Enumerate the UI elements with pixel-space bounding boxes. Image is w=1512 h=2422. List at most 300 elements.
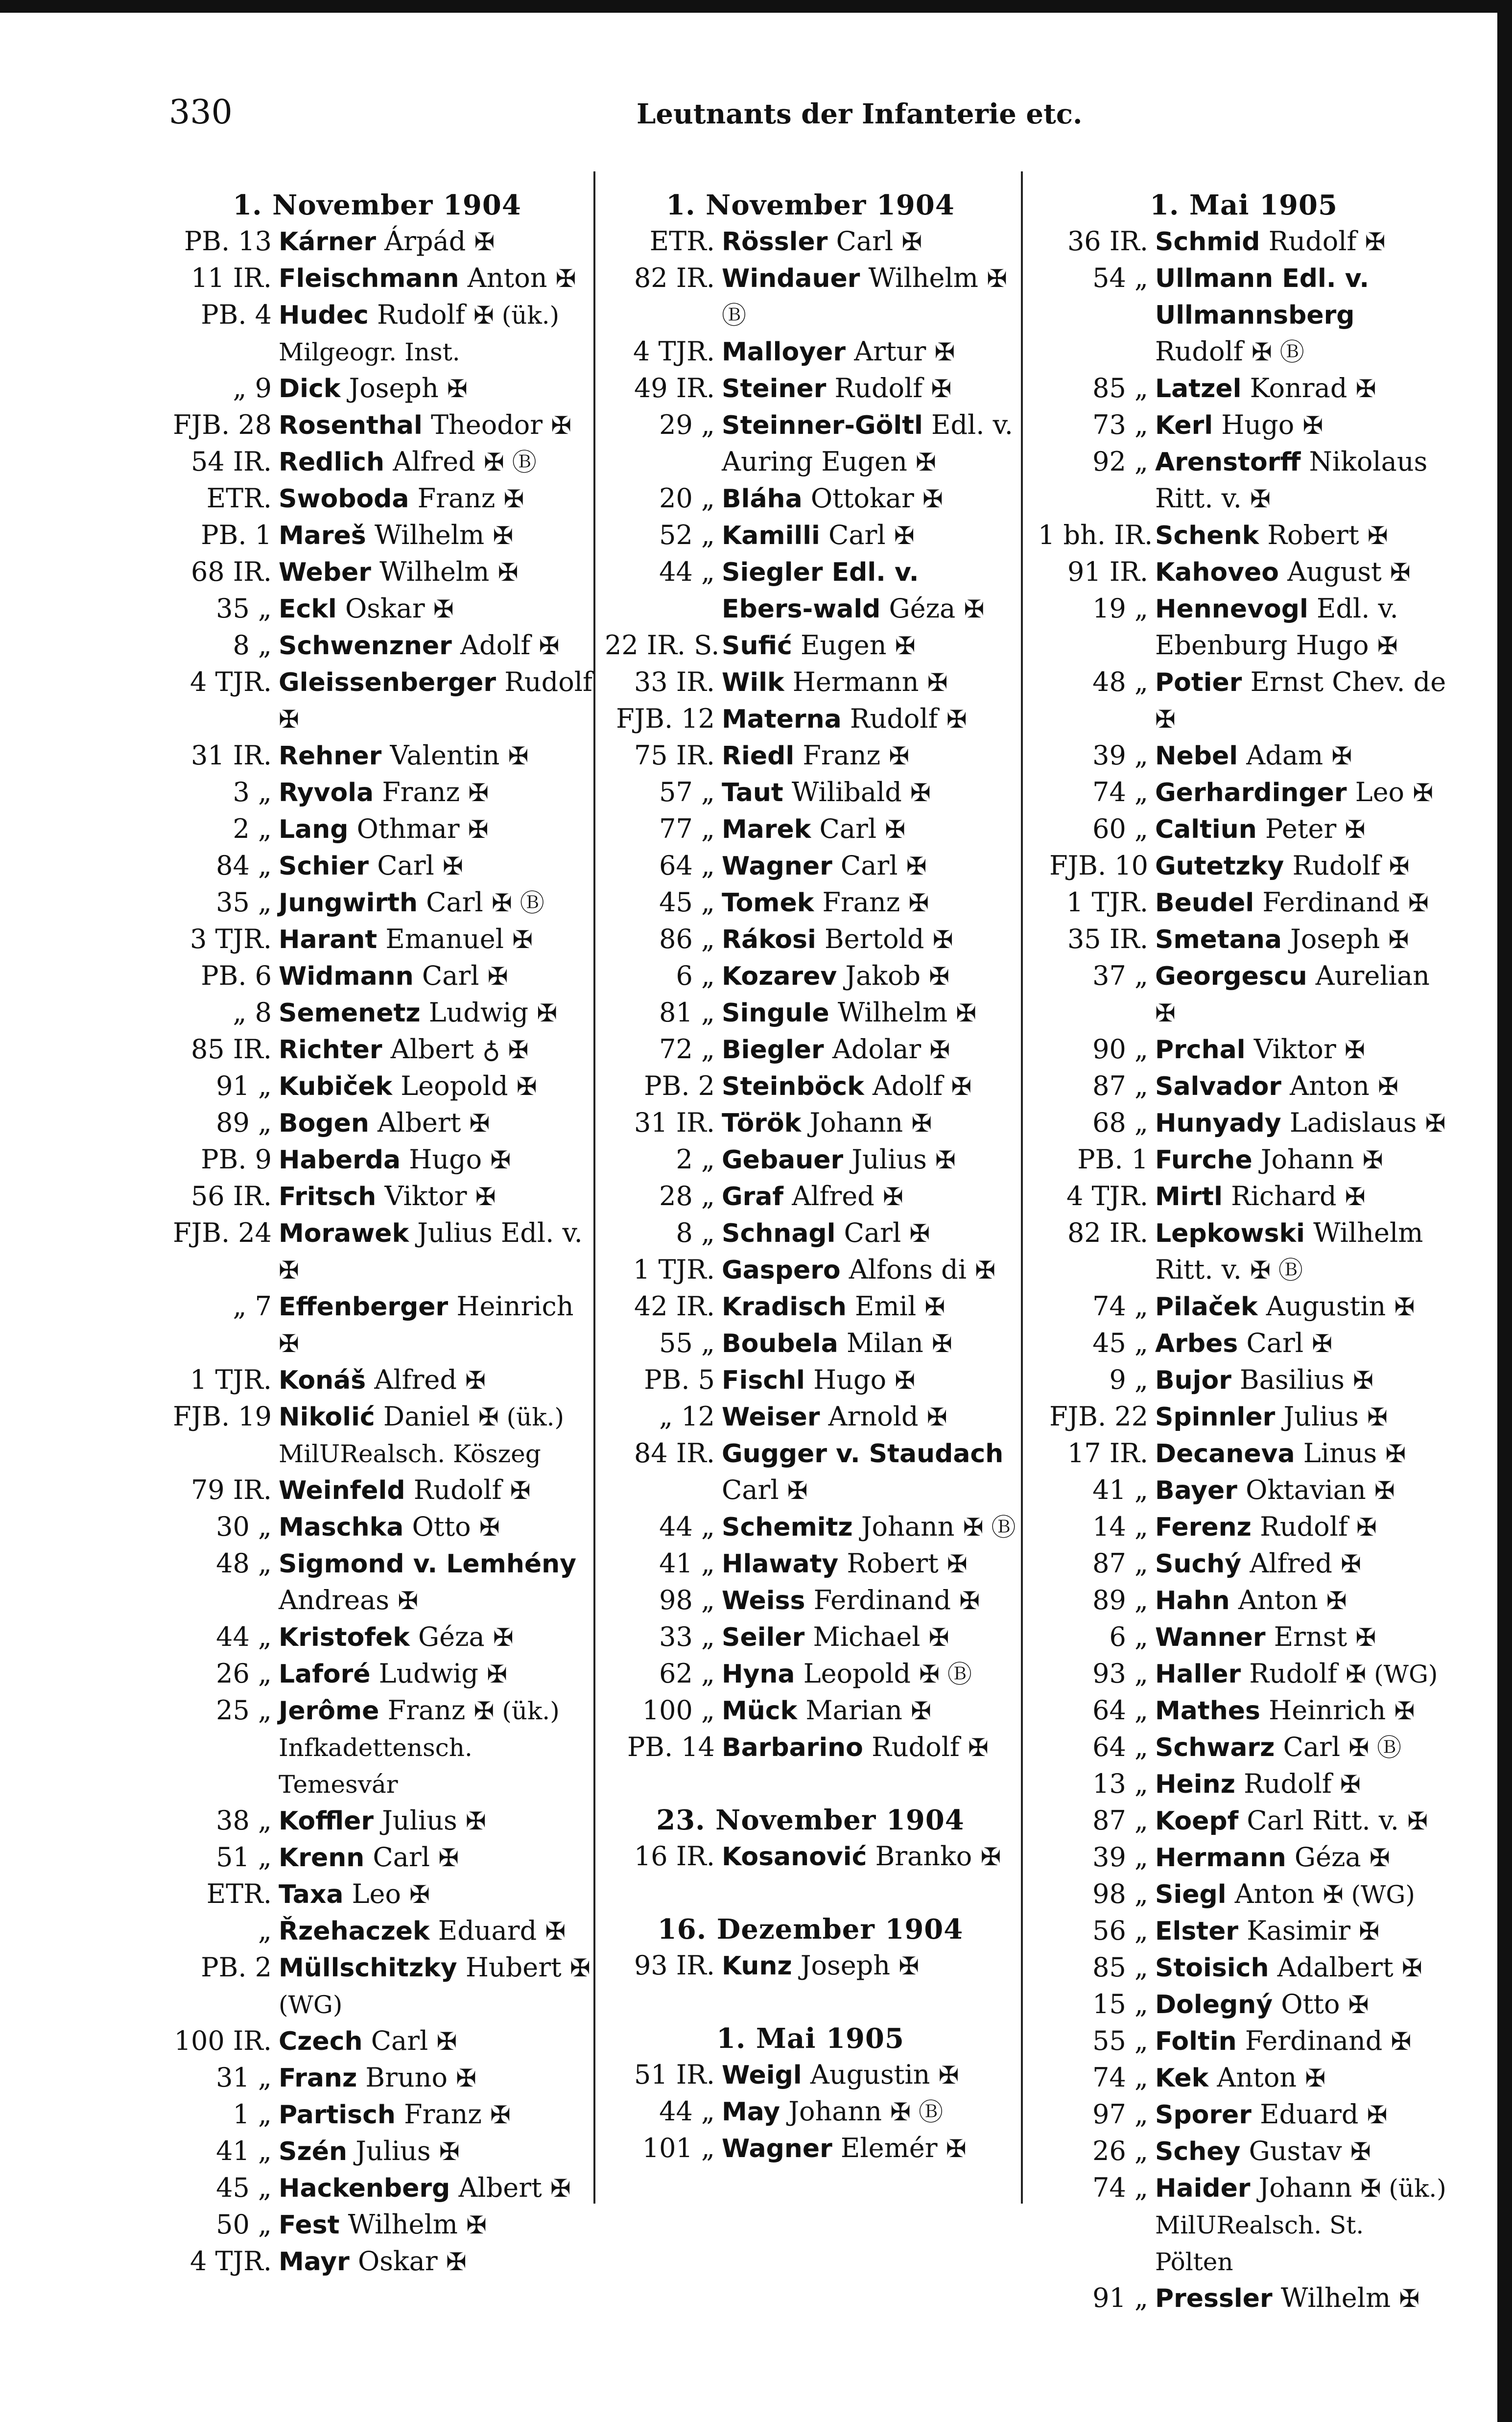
decoration-marks: ✠ — [1413, 779, 1434, 807]
given-name: Richard — [1231, 1181, 1337, 1211]
list-entry — [605, 333, 1016, 370]
surname: Ullmann Edl. v. Ullmannsberg — [1155, 264, 1370, 330]
unit-label: 55 „ — [659, 1328, 715, 1358]
entry-text — [279, 1949, 592, 2023]
decoration-marks: ✠ — [926, 1403, 947, 1431]
unit-label: 36 IR. — [1067, 226, 1148, 257]
list-entry — [1038, 1215, 1449, 1288]
given-name: Viktor — [384, 1181, 467, 1211]
unit-label: 101 „ — [642, 2133, 715, 2163]
entry-text — [722, 1178, 1016, 1215]
unit-label: 41 „ — [659, 1548, 715, 1579]
decoration-marks: ✠ — [946, 705, 967, 734]
entry-text — [722, 1141, 1016, 1178]
given-name: Robert — [1267, 520, 1359, 550]
decoration-marks: ✠ — [439, 2137, 460, 2166]
surname: Redlich — [279, 448, 385, 477]
entry-text — [1155, 884, 1449, 921]
decoration-marks: ✠ — [1401, 1954, 1422, 1982]
list-entry — [605, 1509, 1016, 1545]
decoration-marks: ✠ — [968, 1733, 989, 1762]
entry-text — [1155, 1949, 1449, 1986]
unit-label: 92 „ — [1092, 446, 1148, 477]
decoration-marks: ✠ — [1391, 2027, 1412, 2056]
surname: Potier — [1155, 668, 1242, 697]
given-name: Bertold — [825, 924, 924, 954]
surname: Haller — [1155, 1660, 1241, 1689]
decoration-marks: ✠ — [409, 1880, 430, 1909]
decoration-marks: ✠ — [475, 1183, 496, 1211]
entry-text — [722, 774, 1016, 811]
given-name: Wilhelm — [374, 520, 485, 550]
section-heading: 1. Mai 1905 — [1150, 189, 1338, 221]
surname: Widmann — [279, 962, 414, 991]
list-entry — [605, 2130, 1016, 2167]
surname: Ryvola — [279, 778, 374, 807]
list-entry — [1038, 774, 1449, 811]
surname: Bláha — [722, 484, 803, 514]
decoration-marks: ✠ — [1425, 1109, 1446, 1138]
unit-label: 86 „ — [659, 924, 715, 954]
decoration-marks: ✠ — [916, 448, 936, 476]
given-name: Peter — [1265, 813, 1337, 844]
decoration-marks: ✠ — [980, 1843, 1001, 1871]
entry-text — [279, 1509, 592, 1545]
given-name: Johann — [1260, 1144, 1354, 1175]
decoration-marks: ✠ — [946, 1550, 968, 1578]
list-entry — [1038, 737, 1449, 774]
list-entry — [162, 1545, 592, 1619]
list-entry — [1038, 260, 1449, 370]
entry-text — [1155, 1986, 1449, 2023]
list-entry — [162, 995, 592, 1031]
decoration-marks: ✠ — [1355, 375, 1376, 403]
given-name: Viktor — [1253, 1034, 1336, 1065]
list-entry — [1038, 1435, 1449, 1472]
given-name: Carl — [373, 1842, 430, 1873]
surname: Weber — [279, 558, 371, 587]
entry-text — [722, 1729, 1016, 1766]
decoration-marks: ✠ — [398, 1587, 419, 1615]
surname: Weiser — [722, 1402, 820, 1432]
surname: Smetana — [1155, 925, 1282, 954]
entry-text — [1155, 517, 1449, 554]
decoration-marks: ✠ — [894, 522, 915, 550]
entry-text — [279, 407, 592, 444]
entry-text — [279, 664, 592, 737]
given-name: Jakob — [845, 960, 921, 991]
unit-label: 44 „ — [216, 1621, 272, 1652]
given-name: Rudolf — [1244, 1768, 1332, 1799]
decoration-marks: ✠ — [1155, 999, 1176, 1027]
unit-label: FJB. 10 — [1049, 850, 1148, 881]
given-name: Johann — [1258, 2172, 1352, 2203]
entry-text — [722, 1545, 1016, 1582]
unit-label: FJB. 19 — [173, 1401, 272, 1432]
entry-text — [1155, 1178, 1449, 1215]
unit-label: 20 „ — [659, 483, 715, 514]
unit-label: PB. 9 — [201, 1144, 272, 1175]
list-entry — [162, 1472, 592, 1509]
unit-label: 26 „ — [216, 1658, 272, 1689]
list-entry — [162, 2133, 592, 2170]
list-entry — [162, 2243, 592, 2280]
given-name: Leopold — [803, 1658, 911, 1689]
surname: Sufić — [722, 631, 792, 661]
surname: Siegler Edl. v. Ebers-wald — [722, 558, 919, 624]
unit-label: 54 IR. — [190, 446, 272, 477]
given-name: Rudolf — [1155, 336, 1243, 367]
unit-label: 91 IR. — [1067, 556, 1148, 587]
unit-label: 75 IR. — [634, 740, 715, 771]
entry-text — [1155, 591, 1449, 664]
given-name: Carl — [836, 226, 894, 257]
surname: Török — [722, 1109, 802, 1138]
unit-label: 39 „ — [1092, 1842, 1148, 1873]
list-entry — [1038, 1729, 1449, 1766]
given-name: Géza — [889, 593, 956, 624]
decoration-marks: ✠ — [787, 1476, 808, 1505]
decoration-marks: ✠ — [945, 2135, 967, 2163]
list-entry — [162, 1105, 592, 1141]
decoration-marks: ✠ — [539, 632, 560, 660]
given-name: Aurelian — [1315, 960, 1430, 991]
decoration-marks: ✠ — [929, 962, 950, 991]
unit-label: 8 „ — [233, 630, 272, 661]
entry-text — [722, 1031, 1016, 1068]
entry-text — [1155, 1766, 1449, 1803]
given-name: Carl — [828, 520, 886, 550]
unit-label: PB. 13 — [184, 226, 272, 257]
unit-label: 42 IR. — [634, 1291, 715, 1322]
unit-label: 82 IR. — [1067, 1217, 1148, 1248]
list-entry — [605, 848, 1016, 884]
given-name: Franz — [822, 887, 900, 918]
entry-text — [1155, 1509, 1449, 1545]
list-entry — [162, 627, 592, 664]
list-entry — [1038, 1545, 1449, 1582]
decoration-marks: ✠ — [1341, 1550, 1362, 1578]
surname: Dolegný — [1155, 1990, 1273, 2019]
surname: Richter — [279, 1035, 382, 1065]
list-entry — [605, 1105, 1016, 1141]
list-entry — [1038, 1913, 1449, 1949]
entry-text — [279, 591, 592, 627]
surname: Kosanović — [722, 1842, 867, 1872]
decoration-marks: ✠ — [1359, 1917, 1380, 1946]
entry-text — [1155, 1729, 1449, 1766]
unit-label: PB. 2 — [201, 1952, 272, 1983]
entry-text — [1155, 370, 1449, 407]
entry-text — [279, 995, 592, 1031]
decoration-marks: ✠ — [1312, 1330, 1333, 1358]
unit-label: FJB. 12 — [616, 703, 715, 734]
surname: Tomek — [722, 888, 814, 918]
entry-text — [722, 1582, 1016, 1619]
decoration-marks: ✠ — [468, 779, 489, 807]
entry-text — [279, 1656, 592, 1692]
surname: Rössler — [722, 227, 828, 257]
entry-text — [279, 848, 592, 884]
decoration-marks: ✠ — [910, 779, 931, 807]
entry-text — [279, 260, 592, 297]
entry-text — [1155, 1288, 1449, 1325]
given-name: Franz — [404, 2099, 482, 2130]
list-entry — [162, 297, 592, 370]
list-entry — [162, 407, 592, 444]
decoration-marks: ✠ — [1355, 1623, 1376, 1652]
page-number: 330 — [169, 93, 233, 132]
decoration-marks: ✠ — [465, 1366, 486, 1395]
unit-label: 1 TJR. — [189, 1364, 272, 1395]
given-name: Robert — [847, 1548, 939, 1579]
entry-text — [1155, 223, 1449, 260]
given-name: Hugo — [1221, 409, 1295, 440]
given-name: Milan — [846, 1328, 923, 1358]
surname: Konáš — [279, 1366, 366, 1395]
list-entry — [1038, 811, 1449, 848]
unit-label: „ 8 — [233, 997, 272, 1028]
entry-text — [722, 664, 1016, 701]
entry-text — [1155, 811, 1449, 848]
list-entry — [1038, 1288, 1449, 1325]
given-name: Julius — [1283, 1401, 1359, 1432]
unit-label: 74 „ — [1092, 1291, 1148, 1322]
unit-label: 8 „ — [676, 1217, 715, 1248]
surname: Harant — [279, 925, 378, 954]
entry-text — [1155, 664, 1449, 737]
given-name: Heinrich — [456, 1291, 574, 1322]
list-entry — [162, 1913, 592, 1949]
decoration-marks: ✠ — [932, 926, 953, 954]
decoration-marks: ✠ — [1340, 1770, 1361, 1799]
decoration-marks: ✠ Ⓑ — [491, 889, 544, 917]
entry-text — [1155, 1913, 1449, 1949]
entry-text — [1155, 2133, 1449, 2170]
surname: Schwarz — [1155, 1733, 1275, 1762]
list-entry — [605, 370, 1016, 407]
list-entry — [605, 1619, 1016, 1656]
entry-text — [1155, 848, 1449, 884]
entry-text — [1155, 2060, 1449, 2096]
decoration-marks: ✠ — [911, 1109, 932, 1138]
unit-label: 1 TJR. — [1066, 887, 1148, 918]
list-entry — [605, 480, 1016, 517]
decoration-marks: ✠ — [1378, 1072, 1398, 1101]
unit-label: 11 IR. — [190, 262, 272, 293]
entry-text — [1155, 1105, 1449, 1141]
unit-label: 64 „ — [1092, 1732, 1148, 1762]
entry-text — [722, 223, 1016, 260]
surname: Seiler — [722, 1623, 805, 1652]
surname: Lang — [279, 815, 349, 844]
surname: Boubela — [722, 1329, 838, 1358]
list-entry — [605, 2093, 1016, 2130]
surname: Morawek — [279, 1219, 409, 1248]
given-name: Johann — [788, 2096, 882, 2127]
list-entry — [1038, 517, 1449, 554]
decoration-marks: ✠ — [901, 228, 922, 256]
surname: Laforé — [279, 1660, 371, 1689]
given-name: Adolf — [460, 630, 531, 661]
list-entry — [162, 1876, 592, 1913]
unit-label: 2 „ — [676, 1144, 715, 1175]
entry-text — [722, 2093, 1016, 2130]
entry-text — [722, 1692, 1016, 1729]
entry-text — [722, 701, 1016, 737]
unit-label: 19 „ — [1092, 593, 1148, 624]
given-name: Carl — [371, 2025, 428, 2056]
list-entry — [605, 1656, 1016, 1692]
list-entry — [605, 517, 1016, 554]
list-entry — [162, 370, 592, 407]
given-name: Rudolf — [1249, 1658, 1338, 1689]
surname: Hennevogl — [1155, 594, 1308, 624]
decoration-marks: ✠ — [1385, 1440, 1406, 1468]
unit-label: „ 9 — [233, 373, 272, 404]
surname: Fischl — [722, 1366, 805, 1395]
unit-label: 45 „ — [1092, 1328, 1148, 1358]
decoration-marks: ✠ — [931, 1330, 952, 1358]
decoration-marks: ✠ — [551, 411, 572, 440]
unit-label: PB. 4 — [201, 299, 272, 330]
unit-label: 50 „ — [216, 2209, 272, 2240]
given-name: Albert — [378, 1107, 461, 1138]
list-entry — [605, 1692, 1016, 1729]
list-entry — [162, 1509, 592, 1545]
surname: Wagner — [722, 852, 832, 881]
list-entry — [605, 774, 1016, 811]
entry-text — [722, 995, 1016, 1031]
surname: Schey — [1155, 2137, 1241, 2166]
unit-label: 56 IR. — [190, 1181, 272, 1211]
list-entry — [162, 1068, 592, 1105]
unit-label: 3 „ — [233, 777, 272, 807]
entry-text — [279, 1913, 592, 1949]
unit-label: 91 „ — [216, 1070, 272, 1101]
decoration-marks: ✠ Ⓑ — [722, 264, 1008, 330]
list-entry — [162, 2170, 592, 2207]
decoration-marks: ✠ — [508, 742, 529, 770]
surname: Decaneva — [1155, 1439, 1295, 1469]
surname: Gerhardinger — [1155, 778, 1347, 807]
given-name: Rudolf — [1268, 226, 1357, 257]
given-name: Emanuel — [385, 924, 504, 954]
list-entry — [162, 444, 592, 480]
section-heading: 1. November 1904 — [233, 189, 521, 221]
unit-label: 35 „ — [216, 887, 272, 918]
surname: Kamilli — [722, 521, 820, 550]
decoration-marks: ✠ — [909, 1219, 930, 1248]
decoration-marks: ✠ — [1365, 228, 1386, 256]
given-name: Oskar — [345, 593, 425, 624]
list-entry — [1038, 370, 1449, 407]
decoration-marks: ✠ — [490, 2101, 511, 2129]
unit-label: 64 „ — [1092, 1695, 1148, 1726]
unit-label: 41 „ — [216, 2136, 272, 2166]
entry-text — [1155, 1435, 1449, 1472]
entry-text — [722, 921, 1016, 958]
unit-label: 87 „ — [1092, 1548, 1148, 1579]
entry-text — [1155, 1839, 1449, 1876]
surname: Kárner — [279, 227, 376, 257]
surname: Gebauer — [722, 1145, 844, 1175]
entry-text — [1155, 260, 1449, 370]
unit-label: PB. 14 — [627, 1732, 715, 1762]
list-entry — [162, 1141, 592, 1178]
entry-text — [722, 2130, 1016, 2167]
list-entry — [162, 2023, 592, 2060]
decoration-marks: ✠ — [1345, 1183, 1366, 1211]
list-entry — [1038, 1141, 1449, 1178]
decoration-marks: ✠ — [1305, 2064, 1326, 2092]
entry-text — [279, 2133, 592, 2170]
given-name: Basilius — [1240, 1364, 1345, 1395]
entry-text — [1155, 1656, 1449, 1692]
given-name: Julius — [851, 1144, 927, 1175]
entry-text — [279, 1619, 592, 1656]
entry-text — [1155, 2023, 1449, 2060]
decoration-marks: ✠ Ⓑ — [963, 1513, 1016, 1542]
unit-label: 4 TJR. — [633, 336, 715, 367]
decoration-marks: ✠ — [929, 1036, 950, 1064]
list-entry — [162, 811, 592, 848]
surname: May — [722, 2097, 780, 2127]
entry-text — [722, 1362, 1016, 1399]
list-entry — [605, 664, 1016, 701]
entry-text — [1155, 1876, 1449, 1913]
given-name: August — [1287, 556, 1382, 587]
entry-text — [722, 1656, 1016, 1692]
unit-label: 29 „ — [659, 409, 715, 440]
unit-label: 44 „ — [659, 2096, 715, 2127]
given-name: Branko — [875, 1841, 972, 1872]
decoration-marks: ✠ — [510, 1476, 531, 1505]
list-entry — [605, 921, 1016, 958]
list-entry — [1038, 958, 1449, 1031]
unit-label: „ 12 — [659, 1401, 715, 1432]
unit-label: 37 „ — [1092, 960, 1148, 991]
given-name: Ferdinand — [1262, 887, 1400, 918]
unit-label: 54 „ — [1092, 262, 1148, 293]
surname: Hlawaty — [722, 1549, 839, 1579]
list-entry — [1038, 1839, 1449, 1876]
list-entry — [1038, 1692, 1449, 1729]
decoration-marks: ✠ — [438, 1844, 459, 1872]
unit-label: 89 „ — [1092, 1585, 1148, 1615]
decoration-marks: ✠ — [889, 742, 910, 770]
unit-label: 28 „ — [659, 1181, 715, 1211]
decoration-marks: ✠ — [1350, 2137, 1371, 2166]
surname: Schmid — [1155, 227, 1260, 257]
surname: Eckl — [279, 594, 337, 624]
entry-text — [279, 444, 592, 480]
list-entry — [162, 260, 592, 297]
given-name: Andreas — [279, 1585, 390, 1615]
given-name: Otto — [412, 1511, 471, 1542]
list-entry — [1038, 848, 1449, 884]
entry-text — [279, 1068, 592, 1105]
entry-text — [279, 1692, 592, 1803]
list-entry — [1038, 223, 1449, 260]
list-entry — [162, 1215, 592, 1288]
given-name: Hubert — [465, 1952, 562, 1983]
list-entry — [605, 884, 1016, 921]
list-entry — [1038, 1105, 1449, 1141]
surname: Kristofek — [279, 1623, 410, 1652]
list-entry — [162, 1399, 592, 1472]
given-name: Franz — [417, 483, 496, 514]
